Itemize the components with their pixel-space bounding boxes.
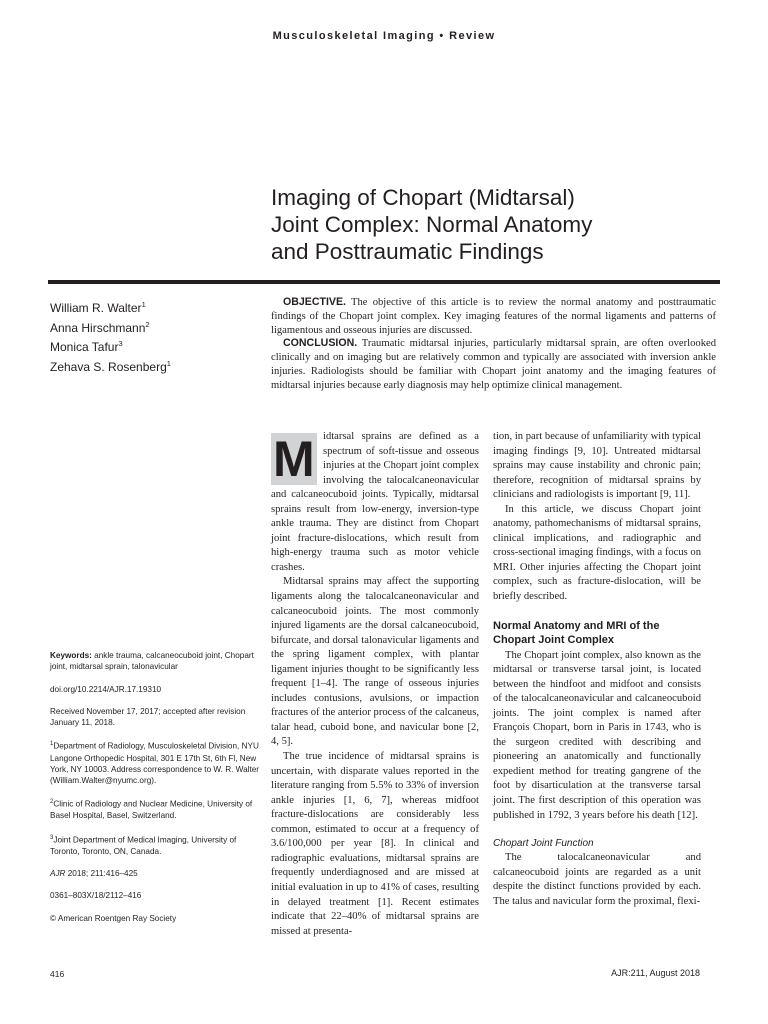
title-line-3: and Posttraumatic Findings [271, 239, 544, 264]
author: Zehava S. Rosenberg$^1$ [50, 358, 171, 374]
author: Monica Tafur$^3$ [50, 339, 123, 354]
paragraph: tion, in part because of unfamiliarity with typical imaging findings [9, 10]. Untreated midtarsal sprains may cause instability and chronic pain; therefore, recognition of midtarsal sprains by clinicians and radiologists is important [9, 11]. [493, 431, 701, 501]
affiliation-1: $^1$Department of Radiology, Musculoskeletal Division, NYU Langone Orthopedic Hospital, 301 E 17th St, 6th Fl, New York, NY 10003. Address correspondence to W. R. Walter (William.Walter@nyumc.org). [50, 741, 260, 786]
objective-label: OBJECTIVE. [283, 296, 346, 308]
article-title [271, 184, 731, 265]
journal-footer: AJR:211, August 2018 [611, 968, 700, 978]
drop-cap: M [271, 433, 317, 485]
citation: AJR 2018; 211:416–425 [50, 869, 138, 879]
subsection-heading: Chopart Joint Function [493, 838, 594, 850]
body-column-1 [271, 430, 479, 939]
paragraph: In this article, we discuss Chopart joint anatomy, pathomechanisms of midtarsal sprains, clinical implications, and radiographic and cross-sectional imaging findings, with a focus on MRI. Other injuries affecting the Chopart joint complex, such as fracture-dislocation, will be briefly described. [493, 503, 702, 603]
author: William R. Walter$^1$ [50, 300, 146, 315]
abstract-objective: OBJECTIVE. The objective of this article is to review the normal anatomy and posttraumatic findings of the Chopart joint complex. Key imaging features of the normal ligaments and patterns of ligamentous and osseous injuries are discussed. [271, 296, 716, 336]
body-column-2 [493, 430, 701, 909]
keywords: Keywords: ankle trauma, calcaneocuboid joint, Chopart joint, midtarsal sprain, talonavicular [50, 651, 254, 672]
paragraph: The talocalcaneonavicular and calcaneocuboid joints are regarded as a unit despite the distinct functions provided by each. The talus and navicular form the proximal, flexi- [493, 852, 701, 907]
paragraph: Midtarsal sprains may affect the supporting ligaments along the talocalcaneonavicular and calcaneocuboid joints. The most commonly injured ligaments are the dorsal calcaneocuboid, bifurcate, and dorsal talonavicular ligaments and the spring ligament complex, with plantar ligament injuries thought to be significantly less frequent [1–4]. The range of osseous injuries includes contusions, avulsions, or impaction fractures of the anterior process of the calcaneus, talar head, cuboid bone, and navicular bone [2, 4, 5]. [271, 576, 479, 748]
title-rule [48, 280, 720, 284]
abstract [271, 296, 716, 393]
copyright: © American Roentgen Ray Society [50, 913, 177, 923]
affiliation-3: $^3$Joint Department of Medical Imaging, University of Toronto, Toronto, ON, Canada. [50, 834, 237, 856]
section-heading: Normal Anatomy and MRI of the Chopart Joint Complex [493, 619, 660, 646]
title-line-2: Joint Complex: Normal Anatomy [271, 212, 593, 237]
abstract-conclusion: CONCLUSION. Traumatic midtarsal injuries, particularly midtarsal sprain, are often overlooked clinically and on imaging but are relatively common and typically are associated with inversion ankle injuries. Radiologists should be familiar with Chopart joint anatomy and the imaging features of midtarsal injuries because early diagnosis may help optimize clinical management. [271, 337, 716, 391]
affiliation-2: $^2$Clinic of Radiology and Nuclear Medicine, University of Basel Hospital, Basel, Switzerland. [50, 799, 253, 821]
conclusion-label: CONCLUSION. [283, 337, 358, 350]
doi-link[interactable]: doi.org/10.2214/AJR.17.19310 [50, 684, 162, 694]
section-header: Musculoskeletal Imaging • Review [272, 30, 496, 42]
paragraph: The true incidence of midtarsal sprains is uncertain, with disparate values reported in the literature ranging from 5.5% to 33% of inversion ankle injuries [1, 6, 7], whereas midfoot fracture-dislocations are considerably less common, estimated to occur at a frequency of 3.6/100,000 per year [8]. In clinical and radiographic evaluations, midtarsal sprains are frequently underdiagnosed and are missed at initial evaluation in up to 41% of cases, resulting in delayed treatment [1]. Recent estimates indicate that 22–40% of midtarsal sprains are missed at presenta- [271, 751, 479, 937]
author-list [50, 297, 260, 375]
paragraph: The Chopart joint complex, also known as the midtarsal or transverse tarsal joint, is located between the hindfoot and midfoot and consists of the talocalcaneonavicular and calcaneocuboid joints. The joint complex is named after François Chopart, born in Paris in 1743, who is the surgeon credited with describing and pioneering an anatomically and functionally expedient method for treating gangrene of the foot by disarticulation at the transverse tarsal joint. The first description of this operation was published in 1792, 3 years before his death [12]. [493, 649, 701, 821]
author: Anna Hirschmann$^2$ [50, 319, 150, 335]
page-number: 416 [50, 969, 65, 979]
article-info-sidebar [50, 650, 260, 935]
issn: 0361–803X/18/2112–416 [50, 891, 142, 901]
title-line-1: Imaging of Chopart (Midtarsal) [271, 185, 575, 210]
paragraph: M idtarsal sprains are defined as a spectrum of soft-tissue and osseous injuries at the Chopart joint complex involving the talocalcaneonavicular and calcaneocuboid joints. Typically, midtarsal sprains result from low-energy, inversion-type ankle trauma. They are distinct from Chopart joint fracture-dislocations, which result from high-energy trauma such as motor vehicle crashes. [271, 431, 479, 573]
received-dates: Received November 17, 2017; accepted after revision January 11, 2018. [50, 706, 246, 728]
